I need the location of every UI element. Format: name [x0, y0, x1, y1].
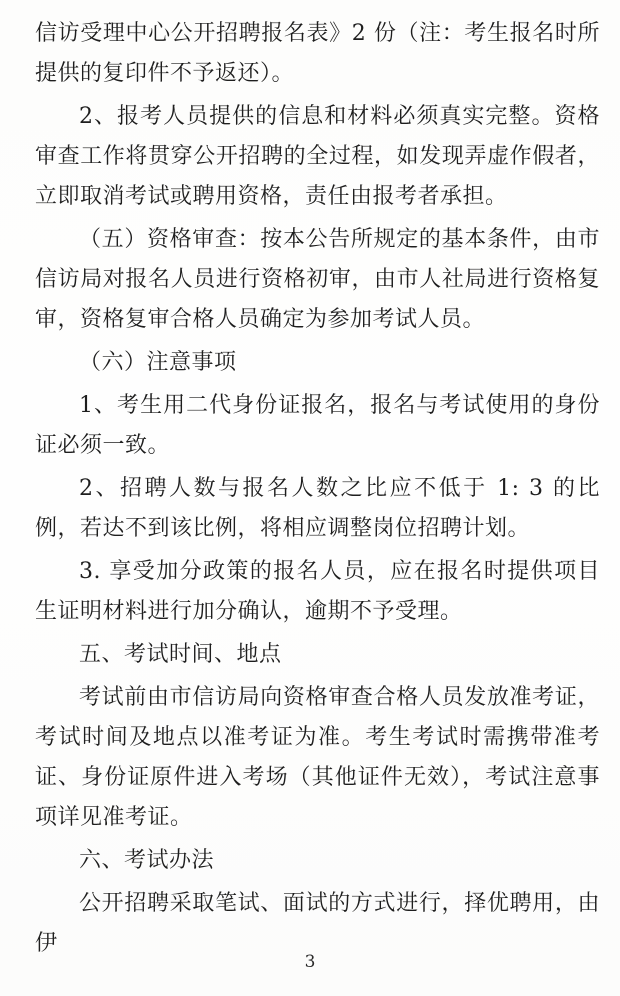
heading-chapter-6-exam-method: 六、考试办法 — [79, 848, 215, 873]
page-number: 3 — [304, 952, 316, 972]
paragraph-note-2: 2、招聘人数与报名人数之比应不低于 1: 3 的比例，若达不到该比例，将相应调整岗位招聘计划。 — [35, 476, 600, 541]
paragraph-item-2: 2、报考人员提供的信息和材料必须真实完整。资格审查工作将贯穿公开招聘的全过程，如发现弄虚作假者，立即取消考试或聘用资格，责任由报考者承担。 — [35, 104, 600, 209]
paragraph-section-5-qualification-review: （五）资格审查：按本公告所规定的基本条件，由市信访局对报名人员进行资格初审，由市人社局进行资格复审，资格复审合格人员确定为参加考试人员。 — [35, 227, 600, 332]
paragraph-exam-method: 公开招聘采取笔试、面试的方式进行，择优聘用，由伊 — [35, 891, 600, 956]
paragraph-note-1: 1、考生用二代身份证报名，报名与考试使用的身份证必须一致。 — [35, 393, 600, 458]
paragraph-note-3: 3. 享受加分政策的报名人员，应在报名时提供项目生证明材料进行加分确认，逾期不予受理。 — [35, 559, 600, 624]
paragraph-continuation: 信访受理中心公开招聘报名表》2 份（注：考生报名时所提供的复印件不予返还）。 — [35, 21, 600, 86]
paragraph-exam-time-place: 考试前由市信访局向资格审查合格人员发放准考证，考试时间及地点以准考证为准。考生考试时需携带准考证、身份证原件进入考场（其他证件无效），考试注意事项详见准考证。 — [35, 685, 600, 830]
heading-section-6-notes: （六）注意事项 — [79, 350, 237, 375]
heading-chapter-5-exam-time-place: 五、考试时间、地点 — [79, 642, 282, 667]
document-body — [35, 14, 600, 967]
